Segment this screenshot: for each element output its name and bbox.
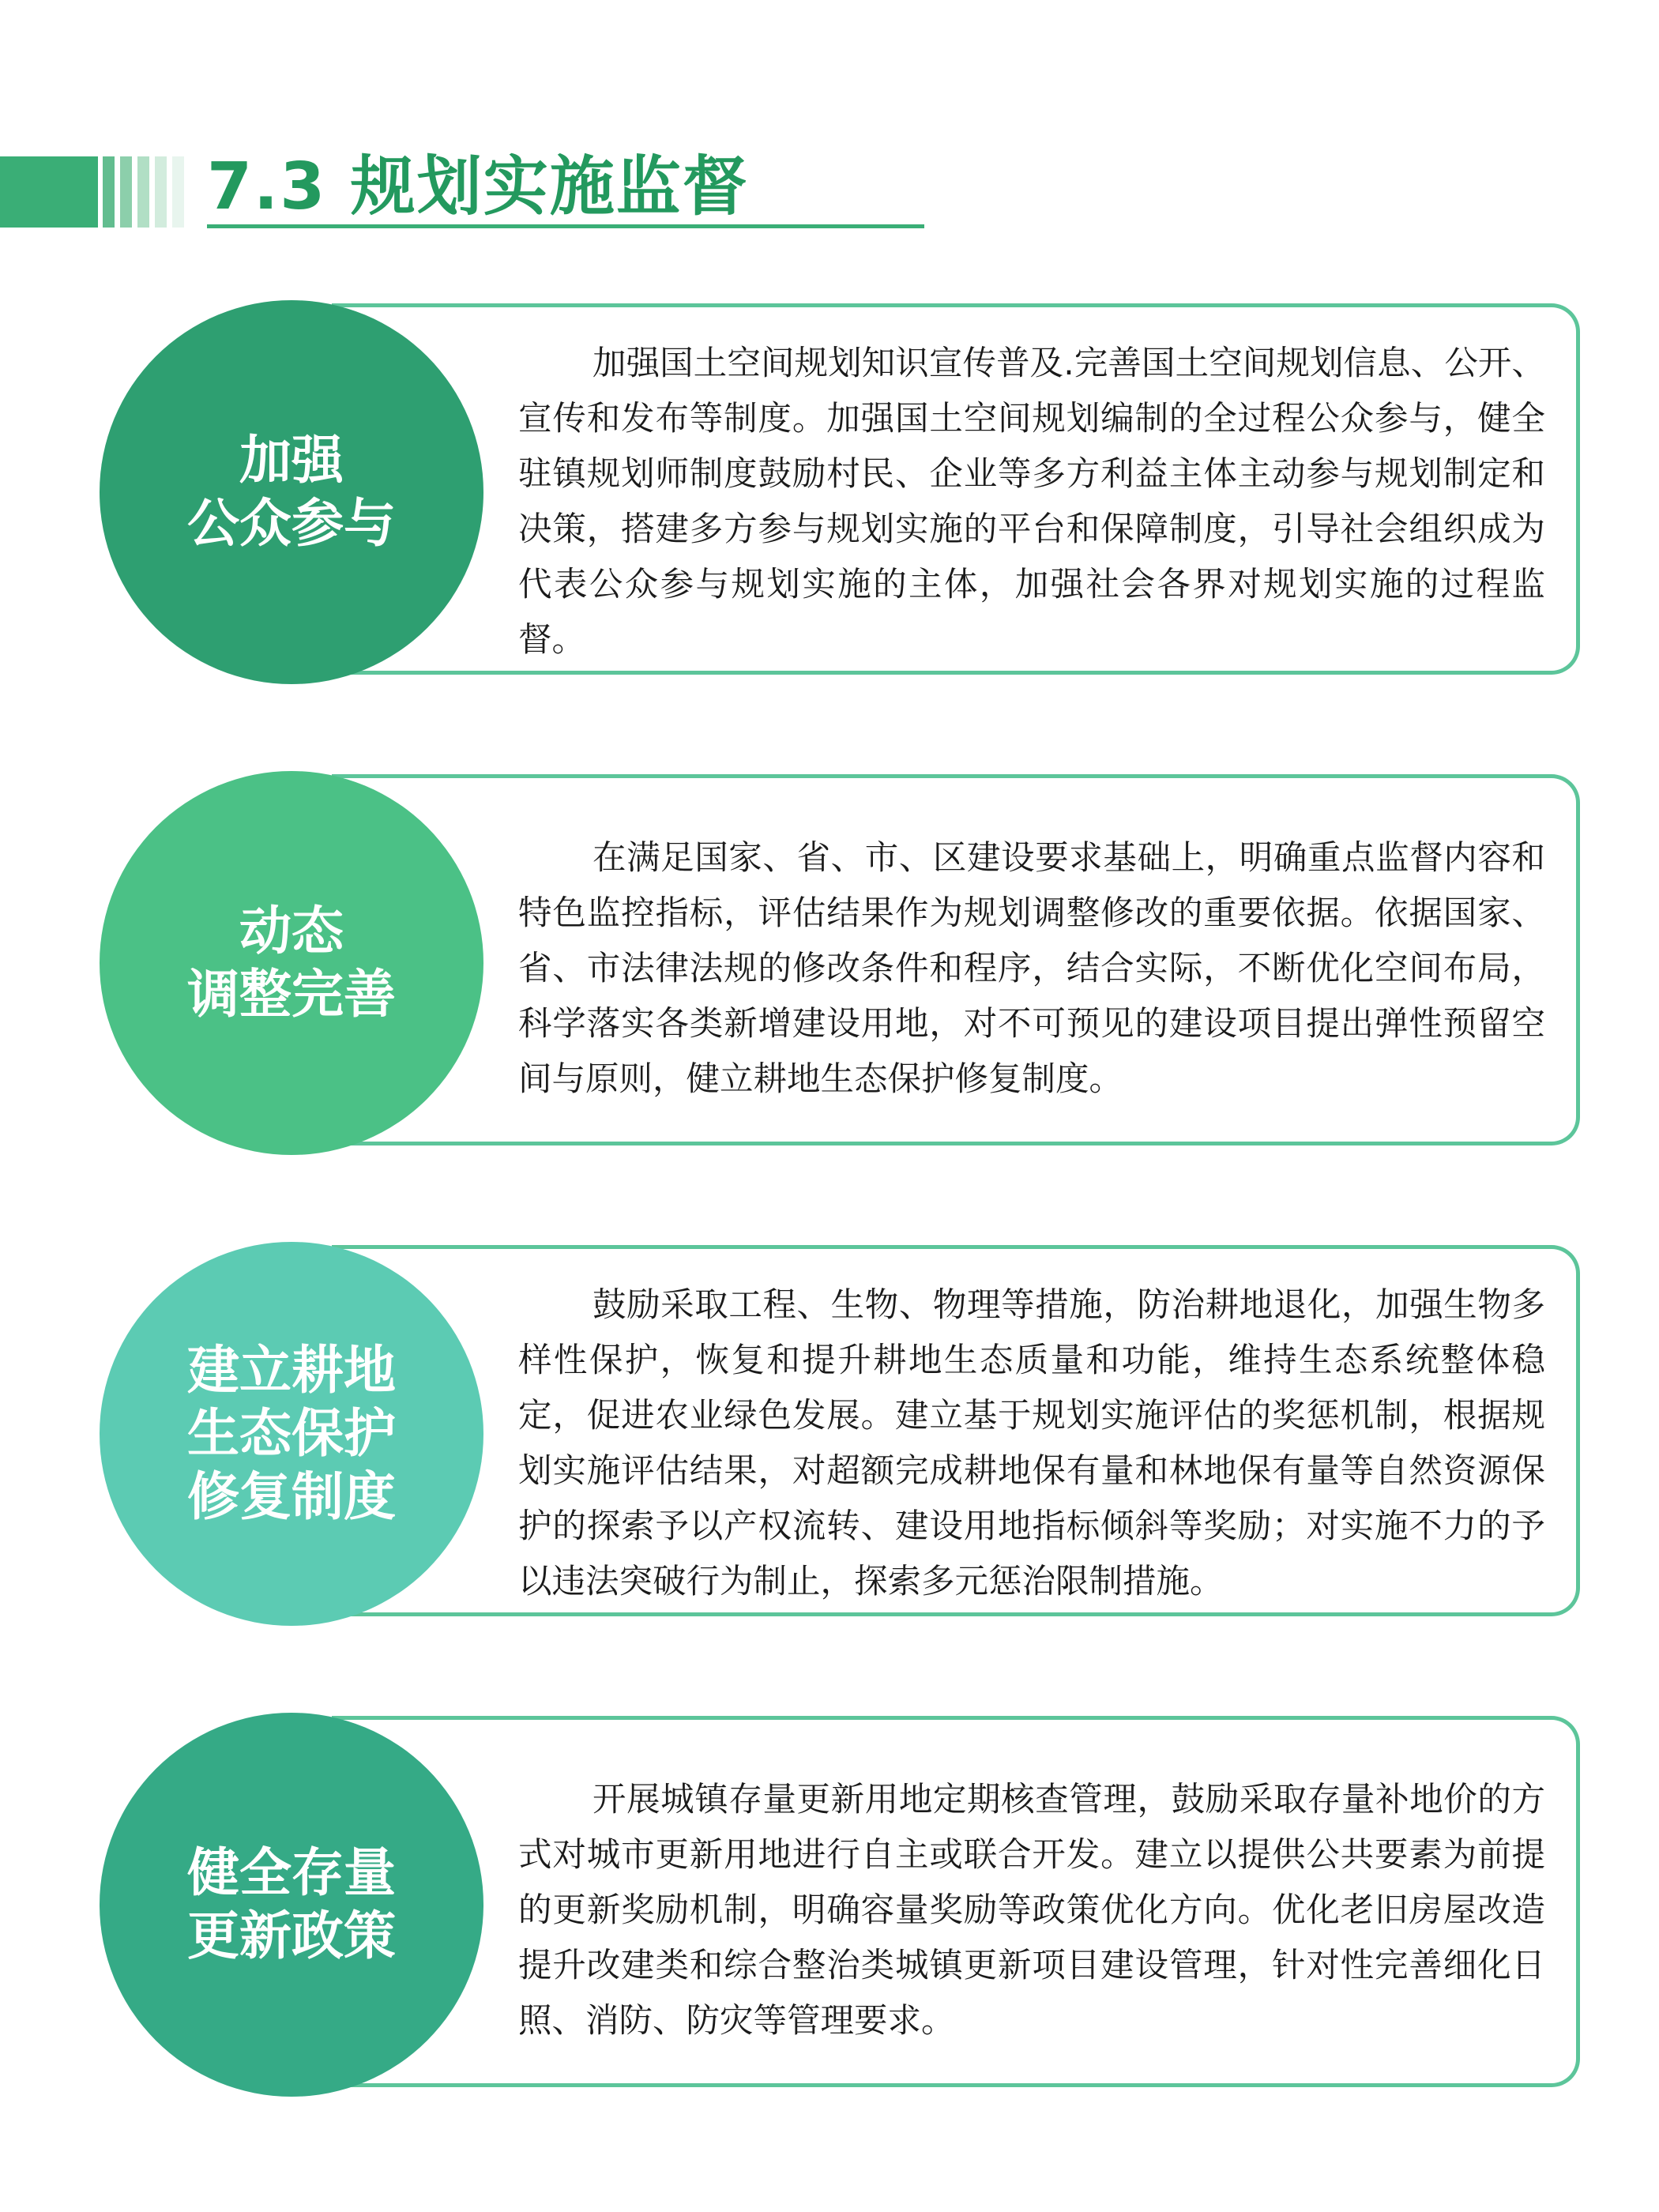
topic-label: 动态 调整完善 bbox=[187, 901, 396, 1025]
header-stripe bbox=[155, 156, 167, 228]
header-bar bbox=[0, 156, 98, 228]
section-body: 鼓励采取工程、生物、物理等措施，防治耕地退化，加强生物多样性保护，恢复和提升耕地生态质量和功能，维持生态系统整体稳定，促进农业绿色发展。建立基于规划实施评估的奖惩机制，根据规划实施评估结果，对超额完成耕地保有量和林地保有量等自然资源保护的探索予以产权流转、建设用地指标倾斜等奖励；对实施不力的予以违法突破行为制止，探索多元惩治限制措施。 bbox=[518, 1286, 1545, 1601]
header-stripe bbox=[103, 156, 115, 228]
header-stripe bbox=[120, 156, 132, 228]
page-title: 7.3 规划实施监督 bbox=[207, 149, 749, 224]
topic-circle bbox=[100, 300, 483, 684]
header-stripe bbox=[172, 156, 184, 228]
topic-label: 加强 公众参与 bbox=[187, 430, 396, 554]
topic-circle bbox=[100, 1713, 483, 2097]
topic-label: 健全存量 更新政策 bbox=[187, 1842, 396, 1966]
topic-circle bbox=[100, 771, 483, 1155]
section-body: 在满足国家、省、市、区建设要求基础上，明确重点监督内容和特色监控指标，评估结果作为规划调整修改的重要依据。依据国家、省、市法律法规的修改条件和程序，结合实际，不断优化空间布局，科学落实各类新增建设用地，对不可预见的建设项目提出弹性预留空间与原则，健立耕地生态保护修复制度。 bbox=[518, 839, 1545, 1099]
topic-circle bbox=[100, 1242, 483, 1626]
title-underline bbox=[207, 224, 924, 228]
section-body: 开展城镇存量更新用地定期核查管理，鼓励采取存量补地价的方式对城市更新用地进行自主或联合开发。建立以提供公共要素为前提的更新奖励机制，明确容量奖励等政策优化方向。优化老旧房屋改造提升改建类和综合整治类城镇更新项目建设管理，针对性完善细化日照、消防、防灾等管理要求。 bbox=[518, 1781, 1545, 2041]
header-stripe bbox=[137, 156, 149, 228]
section-body: 加强国土空间规划知识宣传普及.完善国土空间规划信息、公开、宣传和发布等制度。加强国土空间规划编制的全过程公众参与，健全驻镇规划师制度鼓励村民、企业等多方利益主体主动参与规划制定和决策，搭建多方参与规划实施的平台和保障制度，引导社会组织成为代表公众参与规划实施的主体，加强社会各界对规划实施的过程监督。 bbox=[518, 344, 1545, 660]
section-header bbox=[0, 149, 924, 228]
topic-label: 建立耕地 生态保护 修复制度 bbox=[187, 1340, 396, 1527]
